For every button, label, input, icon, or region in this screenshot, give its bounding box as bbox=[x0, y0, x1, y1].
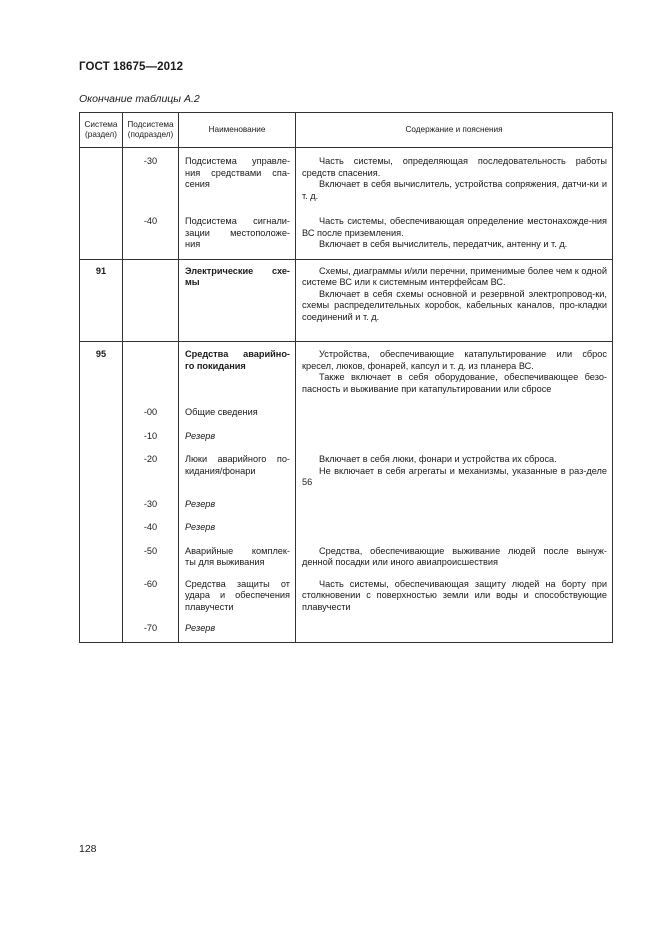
subsystem-cell: -30 bbox=[123, 489, 179, 511]
content-line: Также включает в себя оборудование, обеспечивающее безо- bbox=[319, 372, 607, 382]
subsystem-cell bbox=[123, 342, 179, 396]
table-row bbox=[80, 395, 613, 419]
content-line: кресел, люков, фонарей, капсул и т. д. из планера ВС. bbox=[302, 360, 534, 371]
name-line: го покидания bbox=[185, 360, 246, 371]
content-paragraph bbox=[302, 466, 607, 489]
subsystem-cell: -50 bbox=[123, 534, 179, 569]
content-line: Включает в себя люки, фонари и устройства их сброса. bbox=[319, 454, 557, 464]
content-line: кладки соединений и т. д. bbox=[302, 300, 607, 322]
name-cell bbox=[179, 613, 296, 642]
content-cell bbox=[296, 148, 613, 203]
col-header-subsystem bbox=[123, 113, 179, 148]
name-cell bbox=[179, 395, 296, 419]
table-row bbox=[80, 442, 613, 489]
name-line: Резерв bbox=[185, 623, 216, 633]
table-row bbox=[80, 259, 613, 342]
content-cell bbox=[296, 395, 613, 419]
name-line: Электрические схе- bbox=[185, 265, 290, 276]
subsystem-cell: -20 bbox=[123, 442, 179, 489]
system-cell bbox=[80, 510, 123, 534]
name-line: Резерв bbox=[185, 498, 216, 509]
col-header-system bbox=[80, 113, 123, 148]
content-cell bbox=[296, 534, 613, 569]
subsystem-cell: -00 bbox=[123, 395, 179, 419]
content-paragraph bbox=[302, 372, 607, 395]
name-cell bbox=[179, 510, 296, 534]
name-line: Аварийные комплек- bbox=[185, 545, 290, 556]
content-cell bbox=[296, 489, 613, 511]
name-cell bbox=[179, 534, 296, 569]
system-cell bbox=[80, 419, 123, 443]
name-line: Средства аварийно- bbox=[185, 349, 290, 359]
content-line: средств спасения. bbox=[302, 167, 381, 178]
content-paragraph bbox=[302, 289, 607, 324]
name-line: мы bbox=[185, 277, 200, 287]
content-line: деле 56 bbox=[302, 465, 607, 487]
table-row bbox=[80, 489, 613, 511]
table-row bbox=[80, 613, 613, 642]
table-row bbox=[80, 419, 613, 443]
content-paragraph bbox=[302, 349, 607, 372]
subsystem-cell: -70 bbox=[123, 613, 179, 642]
name-line: ты для выживания bbox=[185, 557, 265, 567]
content-cell bbox=[296, 510, 613, 534]
content-line: пасность и выживание при катапультировании или сбросе bbox=[302, 383, 552, 394]
name-cell bbox=[179, 202, 296, 259]
content-line: Схемы, диаграммы и/или перечни, применимые более чем к bbox=[319, 265, 579, 276]
content-cell bbox=[296, 342, 613, 396]
content-paragraph bbox=[302, 266, 607, 289]
subsystem-cell: -40 bbox=[123, 202, 179, 259]
name-line: удара и обеспечения bbox=[185, 590, 290, 600]
table-row bbox=[80, 569, 613, 614]
page-number: 128 bbox=[79, 843, 97, 855]
content-line: Часть системы, обеспечивающая определение местонахожде- bbox=[319, 216, 592, 226]
system-cell bbox=[80, 569, 123, 614]
name-line: сения bbox=[185, 179, 210, 189]
name-line: Люки аварийного по- bbox=[185, 454, 290, 464]
system-cell bbox=[80, 148, 123, 203]
content-cell bbox=[296, 613, 613, 642]
content-line: ки, схемы распределительных коробок, кабельных каналов, про- bbox=[302, 288, 607, 310]
table-header-row bbox=[80, 113, 613, 148]
content-line: Не включает в себя агрегаты и механизмы, указанные в раз- bbox=[319, 465, 587, 476]
content-cell bbox=[296, 419, 613, 443]
system-cell bbox=[80, 202, 123, 259]
subsystem-cell: -30 bbox=[123, 148, 179, 203]
gost-table bbox=[79, 112, 613, 643]
system-cell bbox=[80, 613, 123, 642]
content-line: столкновении с поверхностью земли или воды и способствующие bbox=[302, 590, 607, 600]
content-cell bbox=[296, 202, 613, 259]
table-caption: Окончание таблицы А.2 bbox=[79, 93, 200, 105]
subsystem-cell: -60 bbox=[123, 569, 179, 614]
content-line: плавучести bbox=[302, 601, 351, 612]
col-header-line: Содержание и пояснения bbox=[405, 124, 503, 134]
col-header-name bbox=[179, 113, 296, 148]
table-row bbox=[80, 510, 613, 534]
subsystem-cell: -10 bbox=[123, 419, 179, 443]
name-cell bbox=[179, 419, 296, 443]
name-line: Подсистема сигнали- bbox=[185, 216, 290, 226]
content-line: ния ВС после приземления. bbox=[302, 216, 607, 238]
content-line: Часть системы, определяющая последовательность работы bbox=[319, 156, 607, 166]
content-paragraph bbox=[302, 579, 607, 614]
content-line: ки и т. д. bbox=[302, 179, 607, 201]
system-cell bbox=[80, 442, 123, 489]
name-cell bbox=[179, 259, 296, 342]
content-paragraph bbox=[302, 216, 607, 239]
system-cell bbox=[80, 395, 123, 419]
content-line: Включает в себя вычислитель, устройства сопряжения, датчи- bbox=[319, 179, 590, 189]
name-cell bbox=[179, 342, 296, 396]
table-row bbox=[80, 202, 613, 259]
content-paragraph bbox=[302, 454, 607, 466]
content-paragraph bbox=[302, 239, 607, 251]
system-cell bbox=[80, 489, 123, 511]
system-cell: 91 bbox=[80, 259, 123, 342]
content-cell bbox=[296, 442, 613, 489]
content-line: Часть системы, обеспечивающая защиту людей на борту при bbox=[319, 578, 607, 589]
subsystem-cell: -40 bbox=[123, 510, 179, 534]
system-cell bbox=[80, 534, 123, 569]
content-cell bbox=[296, 259, 613, 342]
document-header: ГОСТ 18675—2012 bbox=[79, 61, 184, 73]
name-line: Резерв bbox=[185, 430, 216, 441]
table-row bbox=[80, 342, 613, 396]
col-header-line: Система bbox=[84, 119, 118, 129]
col-header-line: Подсистема bbox=[127, 119, 174, 129]
name-line: ния средствами спа- bbox=[185, 167, 290, 178]
name-line: ния bbox=[185, 239, 201, 249]
name-cell bbox=[179, 489, 296, 511]
content-line: Включает в себя вычислитель, передатчик, антенну и т. д. bbox=[319, 239, 568, 249]
name-line: плавучести bbox=[185, 601, 234, 612]
col-header-content bbox=[296, 113, 613, 148]
content-paragraph bbox=[302, 156, 607, 179]
content-line: денной посадки или иного авиапроисшествия bbox=[302, 557, 498, 567]
table-row bbox=[80, 148, 613, 203]
content-paragraph bbox=[302, 179, 607, 202]
content-line: Включает в себя схемы основной и резервной электропровод- bbox=[319, 288, 596, 299]
name-line: Резерв bbox=[185, 522, 216, 532]
name-cell bbox=[179, 569, 296, 614]
content-line: Устройства, обеспечивающие катапультирование или сброс bbox=[319, 349, 607, 359]
content-cell bbox=[296, 569, 613, 614]
name-cell bbox=[179, 442, 296, 489]
name-line: кидания/фонари bbox=[185, 465, 256, 476]
col-header-line: (раздел) bbox=[85, 130, 117, 139]
content-paragraph bbox=[302, 546, 607, 569]
content-line: Средства, обеспечивающие выживание людей после вынуж- bbox=[319, 545, 607, 556]
name-line: Средства защиты от bbox=[185, 578, 290, 589]
content-line: одной системе ВС или к системным интерфейсам ВС. bbox=[302, 265, 607, 287]
name-line: Общие сведения bbox=[185, 407, 258, 417]
system-cell: 95 bbox=[80, 342, 123, 396]
subsystem-cell bbox=[123, 259, 179, 342]
name-line: зации местоположе- bbox=[185, 227, 290, 238]
table-row bbox=[80, 534, 613, 569]
name-cell bbox=[179, 148, 296, 203]
col-header-line: Наименование bbox=[208, 124, 266, 134]
col-header-line: (подраздел) bbox=[127, 130, 174, 139]
name-line: Подсистема управле- bbox=[185, 156, 290, 166]
